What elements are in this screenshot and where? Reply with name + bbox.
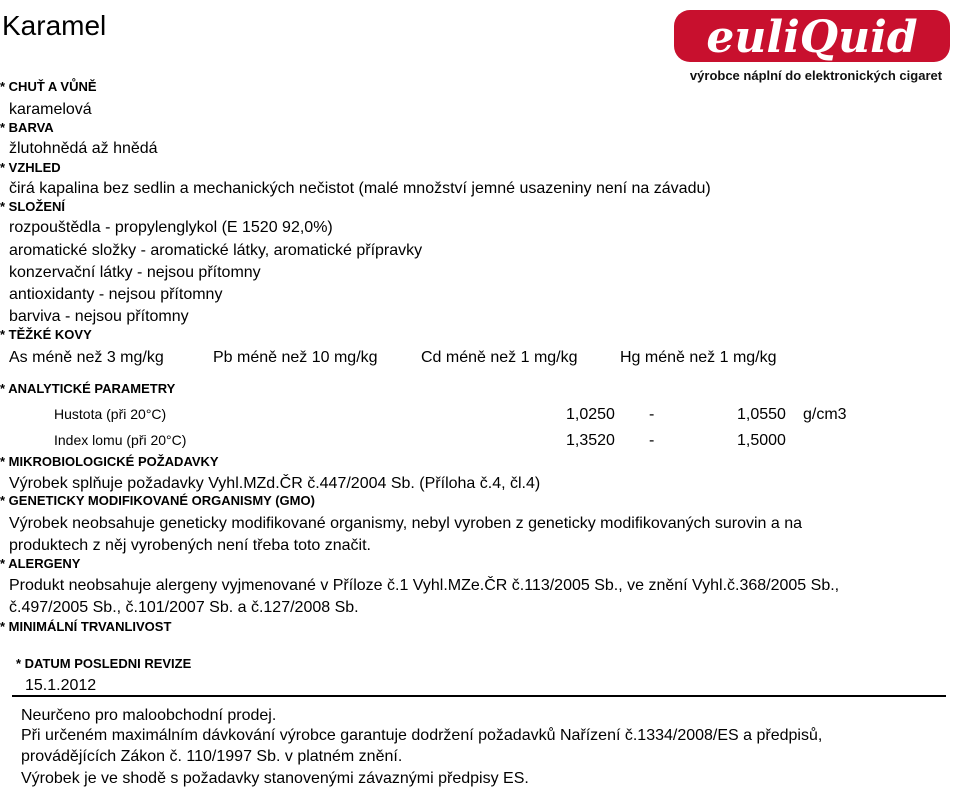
section-heading-barva: * BARVA (0, 120, 54, 135)
param-name: Hustota (při 20°C) (54, 406, 167, 422)
kov-rtut: Hg méně než 1 mg/kg (620, 349, 777, 366)
slozeni-line: konzervační látky - nejsou přítomny (9, 264, 261, 281)
section-heading-slozeni: * SLOŽENÍ (0, 199, 66, 214)
gmo-line: Výrobek neobsahuje geneticky modifikované organismy, nebyl vyroben z geneticky modifikovaných surovin a na (9, 515, 803, 532)
param-unit: g/cm3 (803, 406, 847, 423)
footer-line: Při určeném maximálním dávkování výrobce garantuje dodržení požadavků Nařízení č.1334/2008/ES a předpisů, (21, 727, 823, 744)
divider-line (12, 695, 946, 697)
slozeni-line: barviva - nejsou přítomny (9, 308, 189, 325)
param-max: 1,0550 (737, 406, 786, 423)
barva-value: žlutohnědá až hnědá (9, 140, 158, 157)
section-heading-gmo: * GENETICKY MODIFIKOVANÉ ORGANISMY (GMO) (0, 493, 315, 508)
eliquid-logo-graphic (672, 4, 960, 86)
logo-tagline: výrobce náplní do elektronických cigaret (689, 68, 943, 83)
section-heading-kovy: * TĚŽKÉ KOVY (0, 327, 92, 342)
alergeny-line: Produkt neobsahuje alergeny vyjmenované v Příloze č.1 Vyhl.MZe.ČR č.113/2005 Sb., ve znění Vyhl.č.368/2005 Sb., (9, 577, 840, 594)
section-heading-alergeny: * ALERGENY (0, 556, 81, 571)
kov-kadmium: Cd méně než 1 mg/kg (421, 349, 578, 366)
param-name: Index lomu (při 20°C) (54, 432, 187, 448)
slozeni-line: rozpouštědla - propylenglykol (E 1520 92,0%) (9, 219, 333, 236)
param-min: 1,0250 (566, 406, 615, 423)
section-heading-vzhled: * VZHLED (0, 160, 61, 175)
eliquid-logo (672, 4, 960, 86)
page-title: Karamel (2, 10, 107, 41)
param-max: 1,5000 (737, 432, 786, 449)
param-dash: - (649, 406, 655, 423)
section-heading-analyticke: * ANALYTICKÉ PARAMETRY (0, 381, 176, 396)
vzhled-value: čirá kapalina bez sedlin a mechanických nečistot (malé množství jemné usazeniny není na závadu) (9, 180, 711, 197)
footer-line: Výrobek je ve shodě s požadavky stanovenými závaznými předpisy ES. (21, 770, 529, 787)
section-heading-chut: * CHUŤ A VŮNĚ (0, 79, 97, 94)
kov-olovo: Pb méně než 10 mg/kg (213, 349, 378, 366)
revize-date: 15.1.2012 (25, 677, 97, 694)
section-heading-revize: * DATUM POSLEDNI REVIZE (16, 656, 192, 671)
logo-wordmark: euliQuid (706, 12, 918, 63)
kov-arsen: As méně než 3 mg/kg (9, 349, 164, 366)
footer-line: provádějících Zákon č. 110/1997 Sb. v platném znění. (21, 748, 403, 765)
param-min: 1,3520 (566, 432, 615, 449)
gmo-line: produktech z něj vyrobených není třeba toto značit. (9, 537, 371, 554)
chut-value: karamelová (9, 101, 92, 118)
section-heading-mikro: * MIKROBIOLOGICKÉ POŽADAVKY (0, 454, 219, 469)
param-dash: - (649, 432, 655, 449)
mikro-value: Výrobek splňuje požadavky Vyhl.MZd.ČR č.447/2004 Sb. (Příloha č.4, čl.4) (9, 475, 541, 492)
footer-line: Neurčeno pro maloobchodní prodej. (21, 707, 277, 724)
alergeny-line: č.497/2005 Sb., č.101/2007 Sb. a č.127/2008 Sb. (9, 599, 359, 616)
slozeni-line: aromatické složky - aromatické látky, aromatické přípravky (9, 242, 423, 259)
slozeni-line: antioxidanty - nejsou přítomny (9, 286, 223, 303)
section-heading-trvanlivost: * MINIMÁLNÍ TRVANLIVOST (0, 619, 172, 634)
